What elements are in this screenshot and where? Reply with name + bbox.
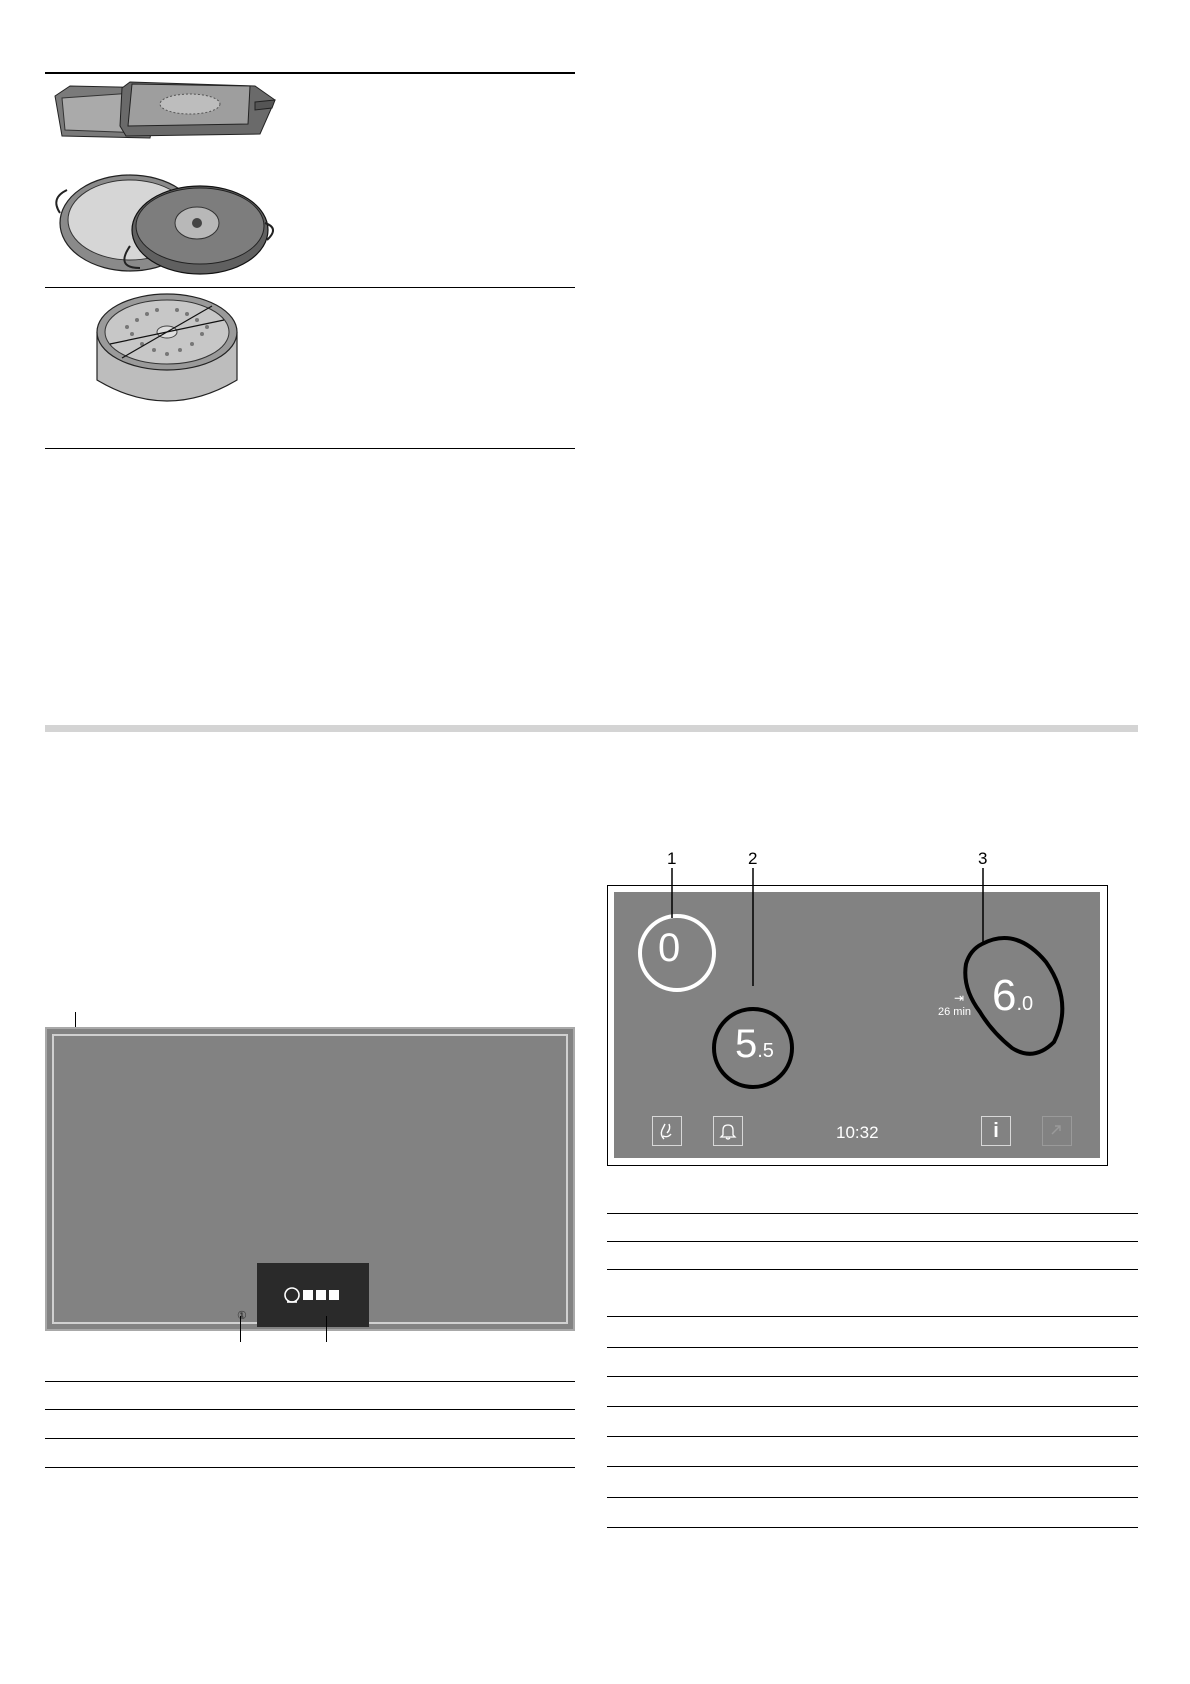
grill-plates-icon [50, 78, 290, 148]
hand-wipe-icon [658, 1121, 676, 1141]
info-button[interactable] [981, 1116, 1011, 1146]
lock-icon [1048, 1122, 1066, 1140]
callout-3: 3 [978, 849, 988, 868]
brand-logo [283, 1285, 343, 1305]
zone-3-timer: 26 min [938, 1006, 972, 1018]
zone-3-level: 6.0 [992, 971, 1034, 1020]
info-icon: i [993, 1119, 999, 1142]
clock: 10:32 [836, 1123, 879, 1142]
hand-wipe-button[interactable] [652, 1116, 682, 1146]
power-symbol[interactable]: ① [237, 1310, 247, 1322]
paella-pan-icon [45, 168, 285, 278]
zone-1-level: 0 [658, 926, 681, 970]
steamer-insert-icon [92, 292, 242, 420]
bell-icon [719, 1122, 737, 1140]
bell-button[interactable] [713, 1116, 743, 1146]
hob-surface [45, 1027, 575, 1331]
brand-panel [257, 1263, 369, 1327]
lock-button[interactable] [1042, 1116, 1072, 1146]
callout-leaders [600, 866, 1000, 986]
timer-arrow-icon: ⇥ [954, 991, 965, 1005]
callout-2: 2 [748, 849, 758, 868]
zone-2-level: 5.5 [735, 1022, 774, 1066]
callout-1: 1 [667, 849, 677, 868]
